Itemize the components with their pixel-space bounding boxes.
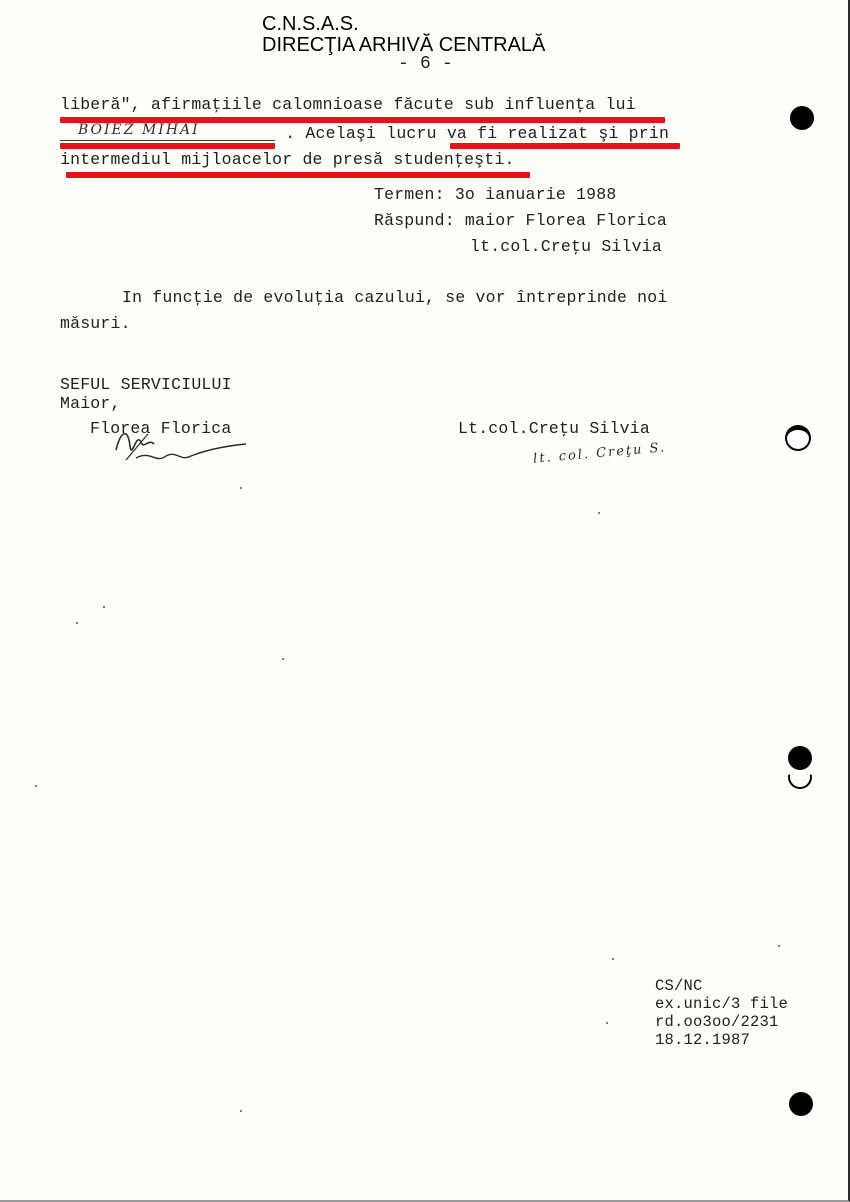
handwritten-name: BOIEZ MIHAI bbox=[78, 122, 200, 138]
body-line-3: intermediul mijloacelor de presă studenţeşti. bbox=[60, 150, 515, 169]
deadline-line: Termen: 3o ianuarie 1988 bbox=[374, 185, 617, 204]
punch-hole-top bbox=[790, 106, 814, 130]
scan-speck bbox=[103, 606, 105, 608]
signature-left-rank: Maior, bbox=[60, 394, 121, 413]
scan-speck bbox=[35, 785, 37, 787]
signature-right-handwritten: lt. col. Creţu S. bbox=[532, 440, 667, 467]
paragraph-line-2: măsuri. bbox=[60, 314, 131, 333]
body-line-2: . Acelaşi lucru va fi realizat şi prin bbox=[265, 124, 670, 143]
scan-speck bbox=[606, 1022, 608, 1024]
scan-speck bbox=[612, 958, 614, 960]
signature-right-name: Lt.col.Creţu Silvia bbox=[458, 419, 650, 438]
name-blank-line bbox=[60, 140, 275, 141]
punch-hole-lower-middle bbox=[788, 746, 812, 770]
archive-header-line2: DIRECŢIA ARHIVĂ CENTRALĂ bbox=[262, 34, 546, 56]
scan-speck bbox=[76, 622, 78, 624]
signature-left-name: Florea Florica bbox=[90, 419, 232, 438]
signature-left-title: SEFUL SERVICIULUI bbox=[60, 375, 232, 394]
signature-left-scrawl bbox=[96, 420, 256, 470]
page-number: - 6 - bbox=[398, 54, 454, 74]
filing-line-4: 18.12.1987 bbox=[655, 1031, 751, 1049]
punch-hole-bottom bbox=[789, 1092, 813, 1116]
scan-speck bbox=[240, 487, 242, 489]
red-underline-2a bbox=[60, 143, 275, 149]
scan-speck bbox=[282, 658, 284, 660]
filing-line-2: ex.unic/3 file bbox=[655, 995, 789, 1013]
responsible-line-2: lt.col.Creţu Silvia bbox=[470, 237, 662, 256]
scan-speck bbox=[778, 945, 780, 947]
body-line-1: liberă", afirmaţiile calomnioase făcute sub influenţa lui bbox=[60, 95, 636, 114]
red-underline-3 bbox=[66, 172, 530, 178]
punch-hole-upper-middle bbox=[785, 425, 811, 451]
responsible-line: Răspund: maior Florea Florica bbox=[374, 211, 667, 230]
archive-header-line1: C.N.S.A.S. bbox=[262, 13, 359, 35]
archive-stamp-header bbox=[262, 14, 545, 56]
paragraph-line-1: In funcţie de evoluţia cazului, se vor întreprinde noi bbox=[122, 288, 668, 307]
filing-line-3: rd.oo3oo/2231 bbox=[655, 1013, 779, 1031]
filing-line-1: CS/NC bbox=[655, 977, 703, 995]
scan-speck bbox=[240, 1110, 242, 1112]
red-underline-2b bbox=[450, 143, 680, 149]
scan-speck bbox=[598, 512, 600, 514]
